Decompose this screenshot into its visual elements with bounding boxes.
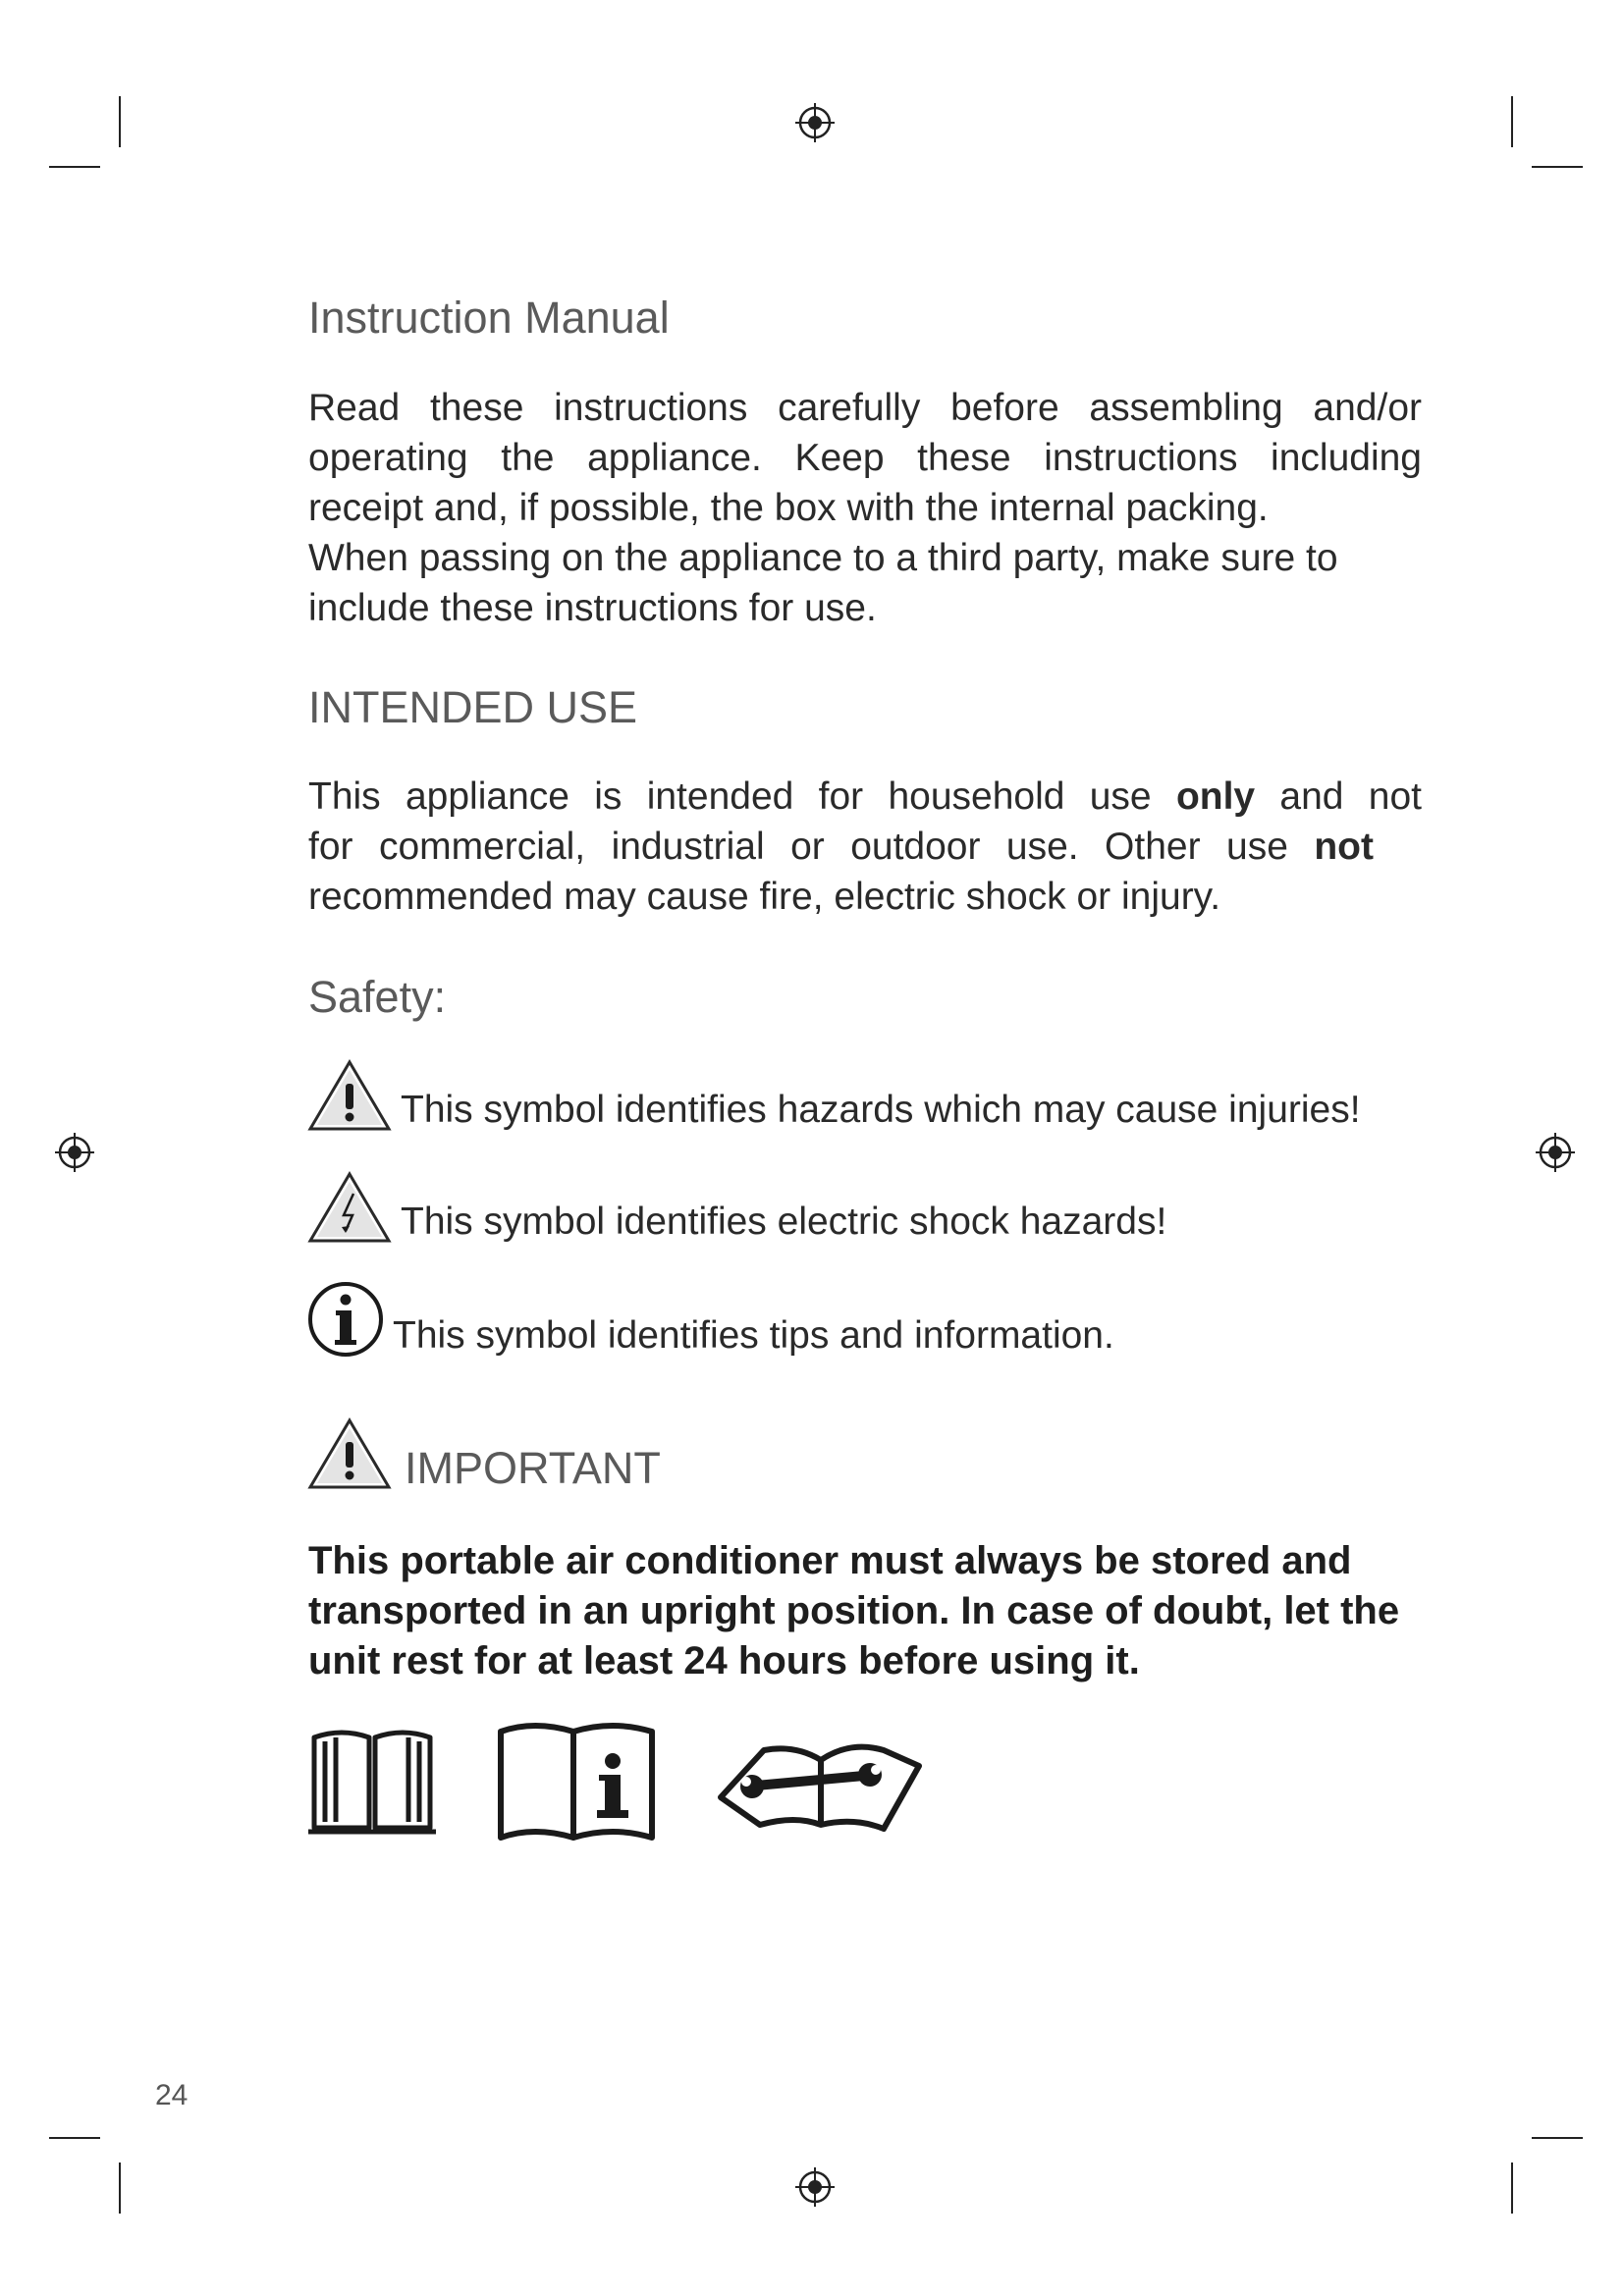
intended-use-heading: INTENDED USE [308,682,638,732]
intended-use-text: for commercial, industrial or outdoor use. Other use [308,826,1288,868]
safety-symbol-row [306,1058,1361,1133]
crop-mark-top-right-horizontal [1532,166,1583,168]
important-paragraph [308,1536,1422,1686]
safety-symbol-row [306,1280,1114,1359]
intended-use-text: and not [1279,775,1423,818]
intended-use-line [308,822,1374,872]
emphasis-not: not [1314,826,1374,868]
crop-mark-top-left-vertical [119,96,121,147]
safety-symbol-text: This symbol identifies electric shock hazards! [401,1201,1167,1243]
info-manual-book-icon [495,1718,660,1843]
intro-line: receipt and, if possible, the box with the internal packing. [308,487,1269,529]
crop-mark-top-left-horizontal [49,166,100,168]
crop-mark-bottom-right-vertical [1511,2163,1513,2214]
electric-shock-icon [306,1170,393,1245]
intended-use-line [308,772,1422,822]
emphasis-only: only [1175,775,1256,818]
read-manual-book-icon [306,1724,438,1838]
registration-mark-icon [793,2165,837,2209]
service-manual-wrench-icon [717,1727,925,1835]
manual-icons [306,1718,925,1843]
safety-symbol-row [306,1170,1166,1245]
warning-triangle-icon [306,1058,393,1133]
safety-symbol-text: This symbol identifies hazards which may cause injuries! [401,1089,1361,1131]
info-circle-icon [306,1280,385,1359]
crop-mark-top-right-vertical [1511,96,1513,147]
page-number: 24 [155,2079,189,2111]
intended-use-line: recommended may cause fire, electric shock or injury. [308,876,1221,918]
registration-mark-icon [1534,1131,1577,1174]
intro-line: include these instructions for use. [308,587,877,629]
important-line: transported in an upright position. In case of doubt, let the [308,1589,1400,1632]
warning-triangle-icon [306,1416,393,1491]
important-heading-row [306,1416,661,1491]
important-heading: IMPORTANT [405,1443,661,1493]
registration-mark-icon [793,101,837,144]
crop-mark-bottom-left-vertical [119,2163,121,2214]
safety-symbol-text: This symbol identifies tips and information. [393,1314,1114,1357]
intended-use-paragraph [308,772,1422,922]
intro-paragraph [308,383,1422,633]
intro-line: Read these instructions carefully before assembling and/or [308,387,1422,429]
registration-mark-icon [53,1131,96,1174]
important-line: This portable air conditioner must always be stored and [308,1539,1352,1582]
intro-line: When passing on the appliance to a third party, make sure to [308,537,1338,579]
page-title: Instruction Manual [308,293,670,343]
crop-mark-bottom-right-horizontal [1532,2137,1583,2139]
intro-line: operating the appliance. Keep these instructions including [308,437,1422,479]
important-line: unit rest for at least 24 hours before using it. [308,1639,1140,1682]
crop-mark-bottom-left-horizontal [49,2137,100,2139]
intended-use-text: This appliance is intended for household use [308,775,1152,818]
safety-heading: Safety: [308,972,447,1022]
